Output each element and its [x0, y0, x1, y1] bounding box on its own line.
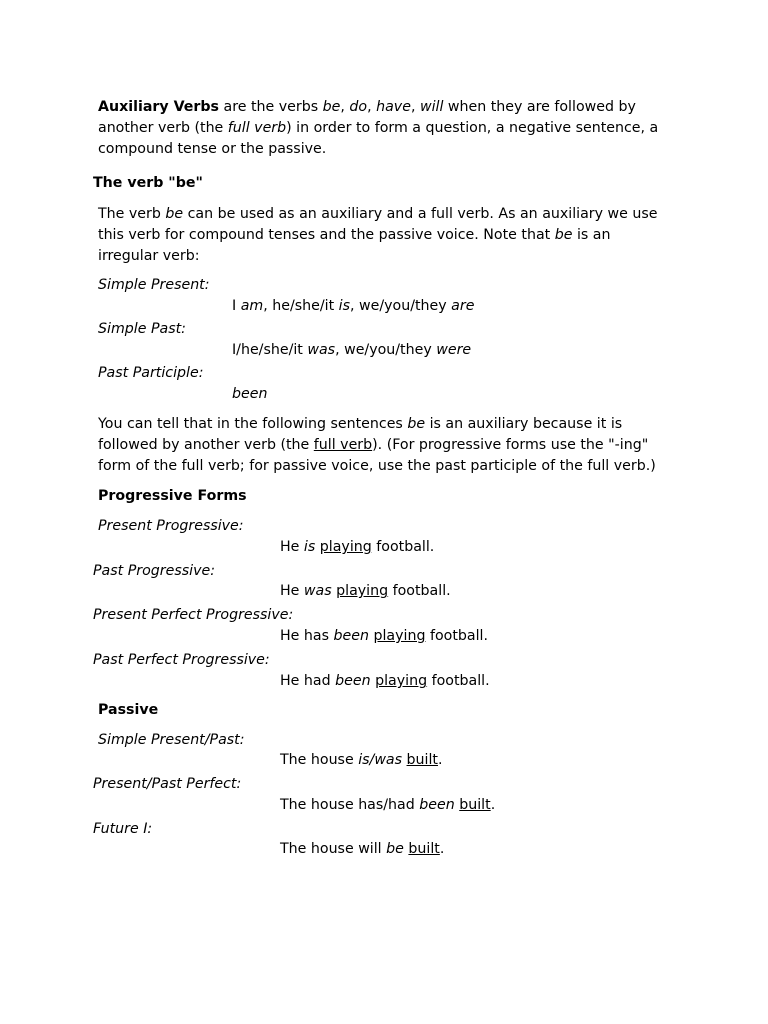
example-full-verb: playing [336, 583, 389, 599]
example-text: . [437, 752, 443, 768]
example-full-verb: built [408, 841, 440, 857]
label-present-progressive: Present Progressive: [98, 518, 244, 534]
verb-have: have [376, 99, 411, 115]
be-para-text: is an [572, 227, 611, 243]
form-text: , we/you/they [350, 298, 452, 314]
example-text: He [280, 539, 304, 555]
example-text: football. [425, 628, 488, 644]
form-verb: am [240, 298, 264, 314]
verb-do: do [349, 99, 368, 115]
example-full-verb: playing [319, 539, 372, 555]
verb-be: be [165, 206, 184, 222]
comma: , [340, 99, 350, 115]
example-text: football. [371, 539, 435, 555]
heading-passive: Passive [98, 702, 159, 718]
example-present-progressive [280, 537, 434, 557]
example-full-verb: built [406, 752, 438, 768]
intro-text: ) in order to form a question, a negative sentence, a [286, 120, 659, 136]
tell-text: followed by another verb (the [98, 437, 314, 453]
term-auxiliary-verbs: Auxiliary Verbs [98, 99, 220, 115]
example-text: The house will [280, 841, 387, 857]
be-para-line-3 [98, 246, 200, 266]
example-text: The house [280, 752, 359, 768]
example-passive-simple [280, 750, 443, 770]
form-text: I [232, 298, 241, 314]
example-auxiliary: is/was [358, 752, 403, 768]
be-para-text: can be used as an auxiliary and a full verb. As an auxiliary we use [183, 206, 658, 222]
verb-be: be [407, 416, 426, 432]
label-simple-past: Simple Past: [98, 321, 186, 337]
example-past-perfect-progressive [280, 671, 490, 691]
form-text: , we/you/they [335, 342, 437, 358]
example-text: The house has/had [280, 797, 420, 813]
tell-para-line-1 [98, 414, 622, 434]
comma: , [410, 99, 420, 115]
intro-text: when they are followed by [443, 99, 636, 115]
example-passive-perfect [280, 795, 495, 815]
example-auxiliary: been [335, 673, 371, 689]
form-verb: was [307, 342, 336, 358]
example-text: . [490, 797, 496, 813]
label-present-past-perfect: Present/Past Perfect: [93, 776, 242, 792]
intro-line-3 [98, 139, 326, 159]
verb-be: be [554, 227, 573, 243]
example-auxiliary: was [303, 583, 332, 599]
heading-verb-be: The verb "be" [93, 175, 203, 191]
label-present-perfect-progressive: Present Perfect Progressive: [93, 607, 294, 623]
intro-text: compound tense or the passive. [98, 141, 327, 157]
be-para-line-1 [98, 204, 657, 224]
comma: , [367, 99, 377, 115]
intro-text: another verb (the [98, 120, 228, 136]
label-past-participle: Past Participle: [98, 365, 204, 381]
be-para-text: The verb [98, 206, 166, 222]
example-text: football. [427, 673, 490, 689]
intro-line-1 [98, 97, 636, 117]
example-full-verb: playing [373, 628, 426, 644]
example-auxiliary: be [386, 841, 404, 857]
label-past-perfect-progressive: Past Perfect Progressive: [93, 652, 270, 668]
label-future-i: Future I: [93, 821, 153, 837]
label-simple-present: Simple Present: [98, 277, 210, 293]
example-present-perfect-progressive [280, 626, 488, 646]
tell-para-line-2 [98, 435, 648, 455]
form-past-participle: been [232, 386, 268, 402]
term-full-verb: full verb [313, 437, 373, 453]
form-text: I/he/she/it [232, 342, 308, 358]
tell-text: ). (For progressive forms use the "-ing" [372, 437, 649, 453]
label-past-progressive: Past Progressive: [93, 563, 215, 579]
form-simple-present [232, 296, 474, 316]
example-auxiliary: is [303, 539, 316, 555]
verb-will: will [419, 99, 444, 115]
form-verb: were [436, 342, 472, 358]
intro-line-2 [98, 118, 658, 138]
verb-be: be [322, 99, 341, 115]
example-text: . [439, 841, 445, 857]
form-verb: are [451, 298, 475, 314]
form-text: , he/she/it [263, 298, 339, 314]
tell-text: form of the full verb; for passive voice, use the past participle of the full verb.) [98, 458, 656, 474]
tell-text: You can tell that in the following sentences [98, 416, 408, 432]
be-para-text: irregular verb: [98, 248, 200, 264]
heading-progressive-forms: Progressive Forms [98, 488, 247, 504]
example-text: He has [280, 628, 334, 644]
tell-para-line-3 [98, 456, 656, 476]
form-verb: is [338, 298, 350, 314]
tell-text: is an auxiliary because it is [425, 416, 623, 432]
example-passive-future [280, 839, 444, 859]
form-simple-past [232, 340, 471, 360]
example-text: He had [280, 673, 336, 689]
example-full-verb: built [459, 797, 491, 813]
example-text: football. [388, 583, 451, 599]
example-past-progressive [280, 581, 451, 601]
example-full-verb: playing [375, 673, 428, 689]
intro-text: are the verbs [219, 99, 323, 115]
example-auxiliary: been [419, 797, 455, 813]
be-para-line-2 [98, 225, 611, 245]
be-para-text: this verb for compound tenses and the passive voice. Note that [98, 227, 555, 243]
example-text: He [280, 583, 304, 599]
term-full-verb: full verb [227, 120, 287, 136]
example-auxiliary: been [333, 628, 369, 644]
label-simple-present-past: Simple Present/Past: [98, 732, 245, 748]
